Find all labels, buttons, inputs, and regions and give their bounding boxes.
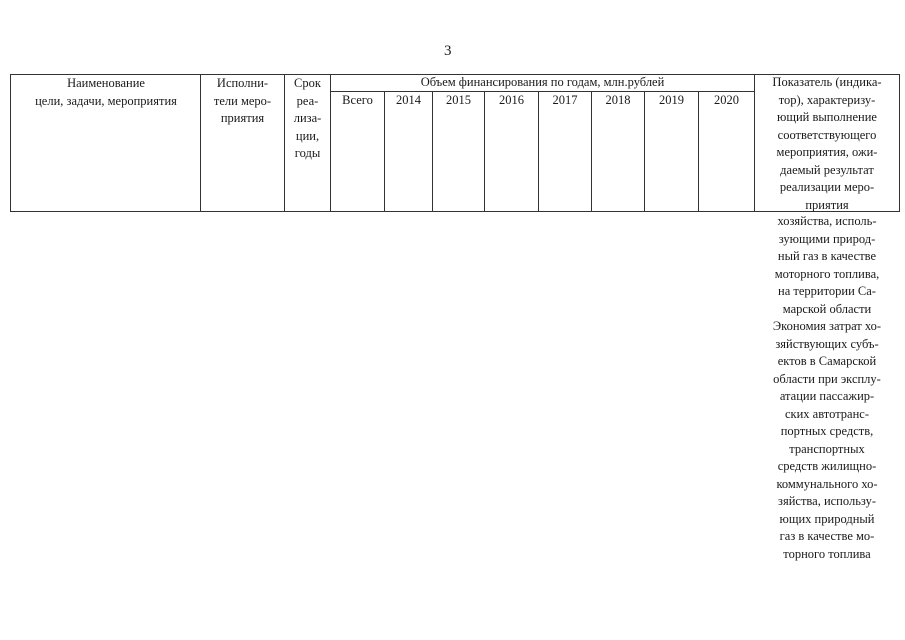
header-term-cell <box>285 75 330 163</box>
header-name-cell <box>12 75 200 110</box>
indicator-line: моторного топлива, <box>774 266 880 281</box>
indicator-line: торного топлива <box>783 546 871 561</box>
indicator-line: атации пассажир- <box>779 389 875 403</box>
header-financing-year: 2019 <box>659 93 684 107</box>
header-indicator-line: тор), характеризу- <box>778 92 876 107</box>
indicator-line: зяйствующих субъ- <box>775 336 879 351</box>
indicator-line: транспортных <box>789 441 865 456</box>
header-term-line: лиза- <box>293 111 322 125</box>
header-financing-year: 2018 <box>605 93 631 107</box>
indicator-line: ющих природный <box>779 511 875 526</box>
header-indicator-line: Показатель (индика- <box>772 75 882 89</box>
indicator-line: хозяйства, исполь- <box>777 214 877 228</box>
header-executors-line: Исполни- <box>216 76 269 90</box>
header-financing-total: Всего <box>342 93 373 107</box>
indicator-overflow-text <box>754 213 900 563</box>
indicator-line: газ в качестве мо- <box>779 529 875 543</box>
header-term-line: Срок <box>294 76 321 90</box>
header-financing-year: 2020 <box>714 93 739 107</box>
header-financing-year: 2016 <box>499 93 524 107</box>
indicator-line: ектов в Самарской <box>777 354 877 368</box>
header-executors-line: приятия <box>220 111 265 125</box>
header-indicator-line: мероприятия, ожи- <box>776 145 878 159</box>
page-number: 3 <box>444 43 452 59</box>
header-indicator-line: приятия <box>805 197 849 212</box>
header-executors-cell <box>201 75 284 128</box>
indicator-line: зующими природ- <box>778 231 876 246</box>
indicator-line: Экономия затрат хо- <box>772 319 882 333</box>
indicator-line: области при эксплу- <box>773 371 881 386</box>
header-indicator-line: соответствующего <box>777 127 877 142</box>
indicator-line: коммунального хо- <box>776 476 878 491</box>
header-indicator-line: даемый результат <box>780 162 874 177</box>
header-financing-year: 2017 <box>552 93 578 107</box>
header-term-line: ции, <box>295 128 320 143</box>
header-indicator-cell <box>754 74 900 214</box>
indicator-line: ских автотранс- <box>784 406 870 421</box>
indicator-line: марской области <box>782 301 872 316</box>
header-financing-title: Объем финансирования по годам, млн.рублей <box>420 75 665 89</box>
header-financing-year: 2015 <box>446 93 471 107</box>
header-indicator-line: ющий выполнение <box>777 110 877 124</box>
indicator-line: на территории Са- <box>778 284 876 298</box>
header-name-line: Наименование <box>67 76 145 90</box>
indicator-line: ный газ в качестве <box>777 249 877 263</box>
header-financing-year: 2014 <box>396 93 421 107</box>
header-name-line: цели, задачи, мероприятия <box>35 93 177 108</box>
header-executors-line: тели меро- <box>213 93 272 108</box>
header-term-line: годы <box>294 146 321 160</box>
indicator-line: средств жилищно- <box>777 459 877 473</box>
header-indicator-line: реализации меро- <box>779 180 875 194</box>
indicator-line: портных средств, <box>780 424 874 438</box>
indicator-line: зяйства, использу- <box>778 494 876 508</box>
header-term-line: реа- <box>296 93 319 108</box>
